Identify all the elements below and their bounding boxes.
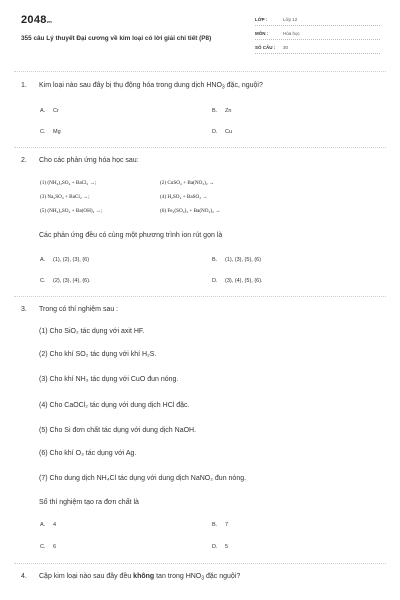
experiment: (6) Cho khí O₃ tác dụng với Ag.: [39, 450, 137, 457]
experiment: (4) Cho CaOCl₂ tác dụng với dung dịch HCl đặc.: [39, 402, 190, 409]
option-d[interactable]: D. 5: [212, 544, 229, 550]
divider: [14, 71, 386, 72]
reaction: (1) (NH₄)₂SO₄ + BaCl₂ →;: [40, 180, 97, 186]
experiment: (3) Cho khí NH₃ tác dụng với CuO đun nóng.: [39, 376, 179, 383]
option-d[interactable]: D. Cu: [212, 129, 233, 135]
question-note: Các phản ứng đều có cùng một phương trình ion rút gọn là: [39, 232, 223, 239]
option-d[interactable]: D. (3), (4), (5), (6).: [212, 278, 263, 284]
option-a[interactable]: A. 4: [40, 522, 57, 528]
document-header: 2048vn 355 câu Lý thuyết Đại cương về kim loại có lời giải chi tiết (P8) LỚP : Lớp 12 MÔN : Hóa học SỐ CÂU : 30: [0, 0, 400, 72]
option-b[interactable]: B. 7: [212, 522, 229, 528]
document-title: 355 câu Lý thuyết Đại cương về kim loại có lời giải chi tiết (P8): [21, 35, 212, 42]
reaction: (6) Fe₂(SO₄)₃ + Ba(NO₃)₂ →: [160, 208, 221, 214]
divider: [14, 296, 386, 297]
question-number: 1.: [21, 82, 27, 89]
option-a[interactable]: A. (1), (2), (3), (6): [40, 257, 90, 263]
option-a[interactable]: A. Cr: [40, 108, 59, 114]
option-b[interactable]: B. Zn: [212, 108, 232, 114]
option-c[interactable]: C. Mg: [40, 129, 61, 135]
reaction: (2) CuSO₄ + Ba(NO₃)₂ →: [160, 180, 215, 186]
option-b[interactable]: B. (1), (3), (5), (6): [212, 257, 262, 263]
question-number: 4.: [21, 573, 27, 580]
question-text: Cho các phản ứng hóa học sau:: [39, 157, 139, 164]
question-note: Số thí nghiệm tạo ra đơn chất là: [39, 499, 139, 506]
experiment: (1) Cho SiO₂ tác dụng với axit HF.: [39, 328, 145, 335]
experiment: (2) Cho khí SO₂ tác dụng với khí H₂S.: [39, 351, 157, 358]
option-c[interactable]: C. 6: [40, 544, 57, 550]
reaction: (3) Na₂SO₄ + BaCl₂ →;: [40, 194, 90, 200]
experiment: (5) Cho Si đơn chất tác dụng với dung dịch NaOH.: [39, 427, 197, 434]
reaction: (4) H₂SO₄ + BaSO₃ →: [160, 194, 208, 200]
question-text: Trong có thí nghiệm sau :: [39, 306, 119, 313]
question-text: Kim loại nào sau đây bị thụ động hóa trong dung dịch $HNO_3$ đặc, nguội?: [39, 82, 263, 91]
divider: [14, 563, 386, 564]
experiment: (7) Cho dung dịch NH₄Cl tác dụng với dung dịch NaNO₂ đun nóng.: [39, 475, 247, 482]
option-c[interactable]: C. (2), (3), (4), (6).: [40, 278, 91, 284]
question-text: Cặp kim loại nào sau đây đều không tan trong $HNO_3$ đặc nguội?: [39, 573, 241, 582]
divider: [14, 147, 386, 148]
question-number: 2.: [21, 157, 27, 164]
reaction: (5) (NH₄)₂SO₄ + Ba(OH)₂ →;: [40, 208, 103, 214]
question-number: 3.: [21, 306, 27, 313]
site-logo[interactable]: 2048vn: [21, 14, 52, 26]
